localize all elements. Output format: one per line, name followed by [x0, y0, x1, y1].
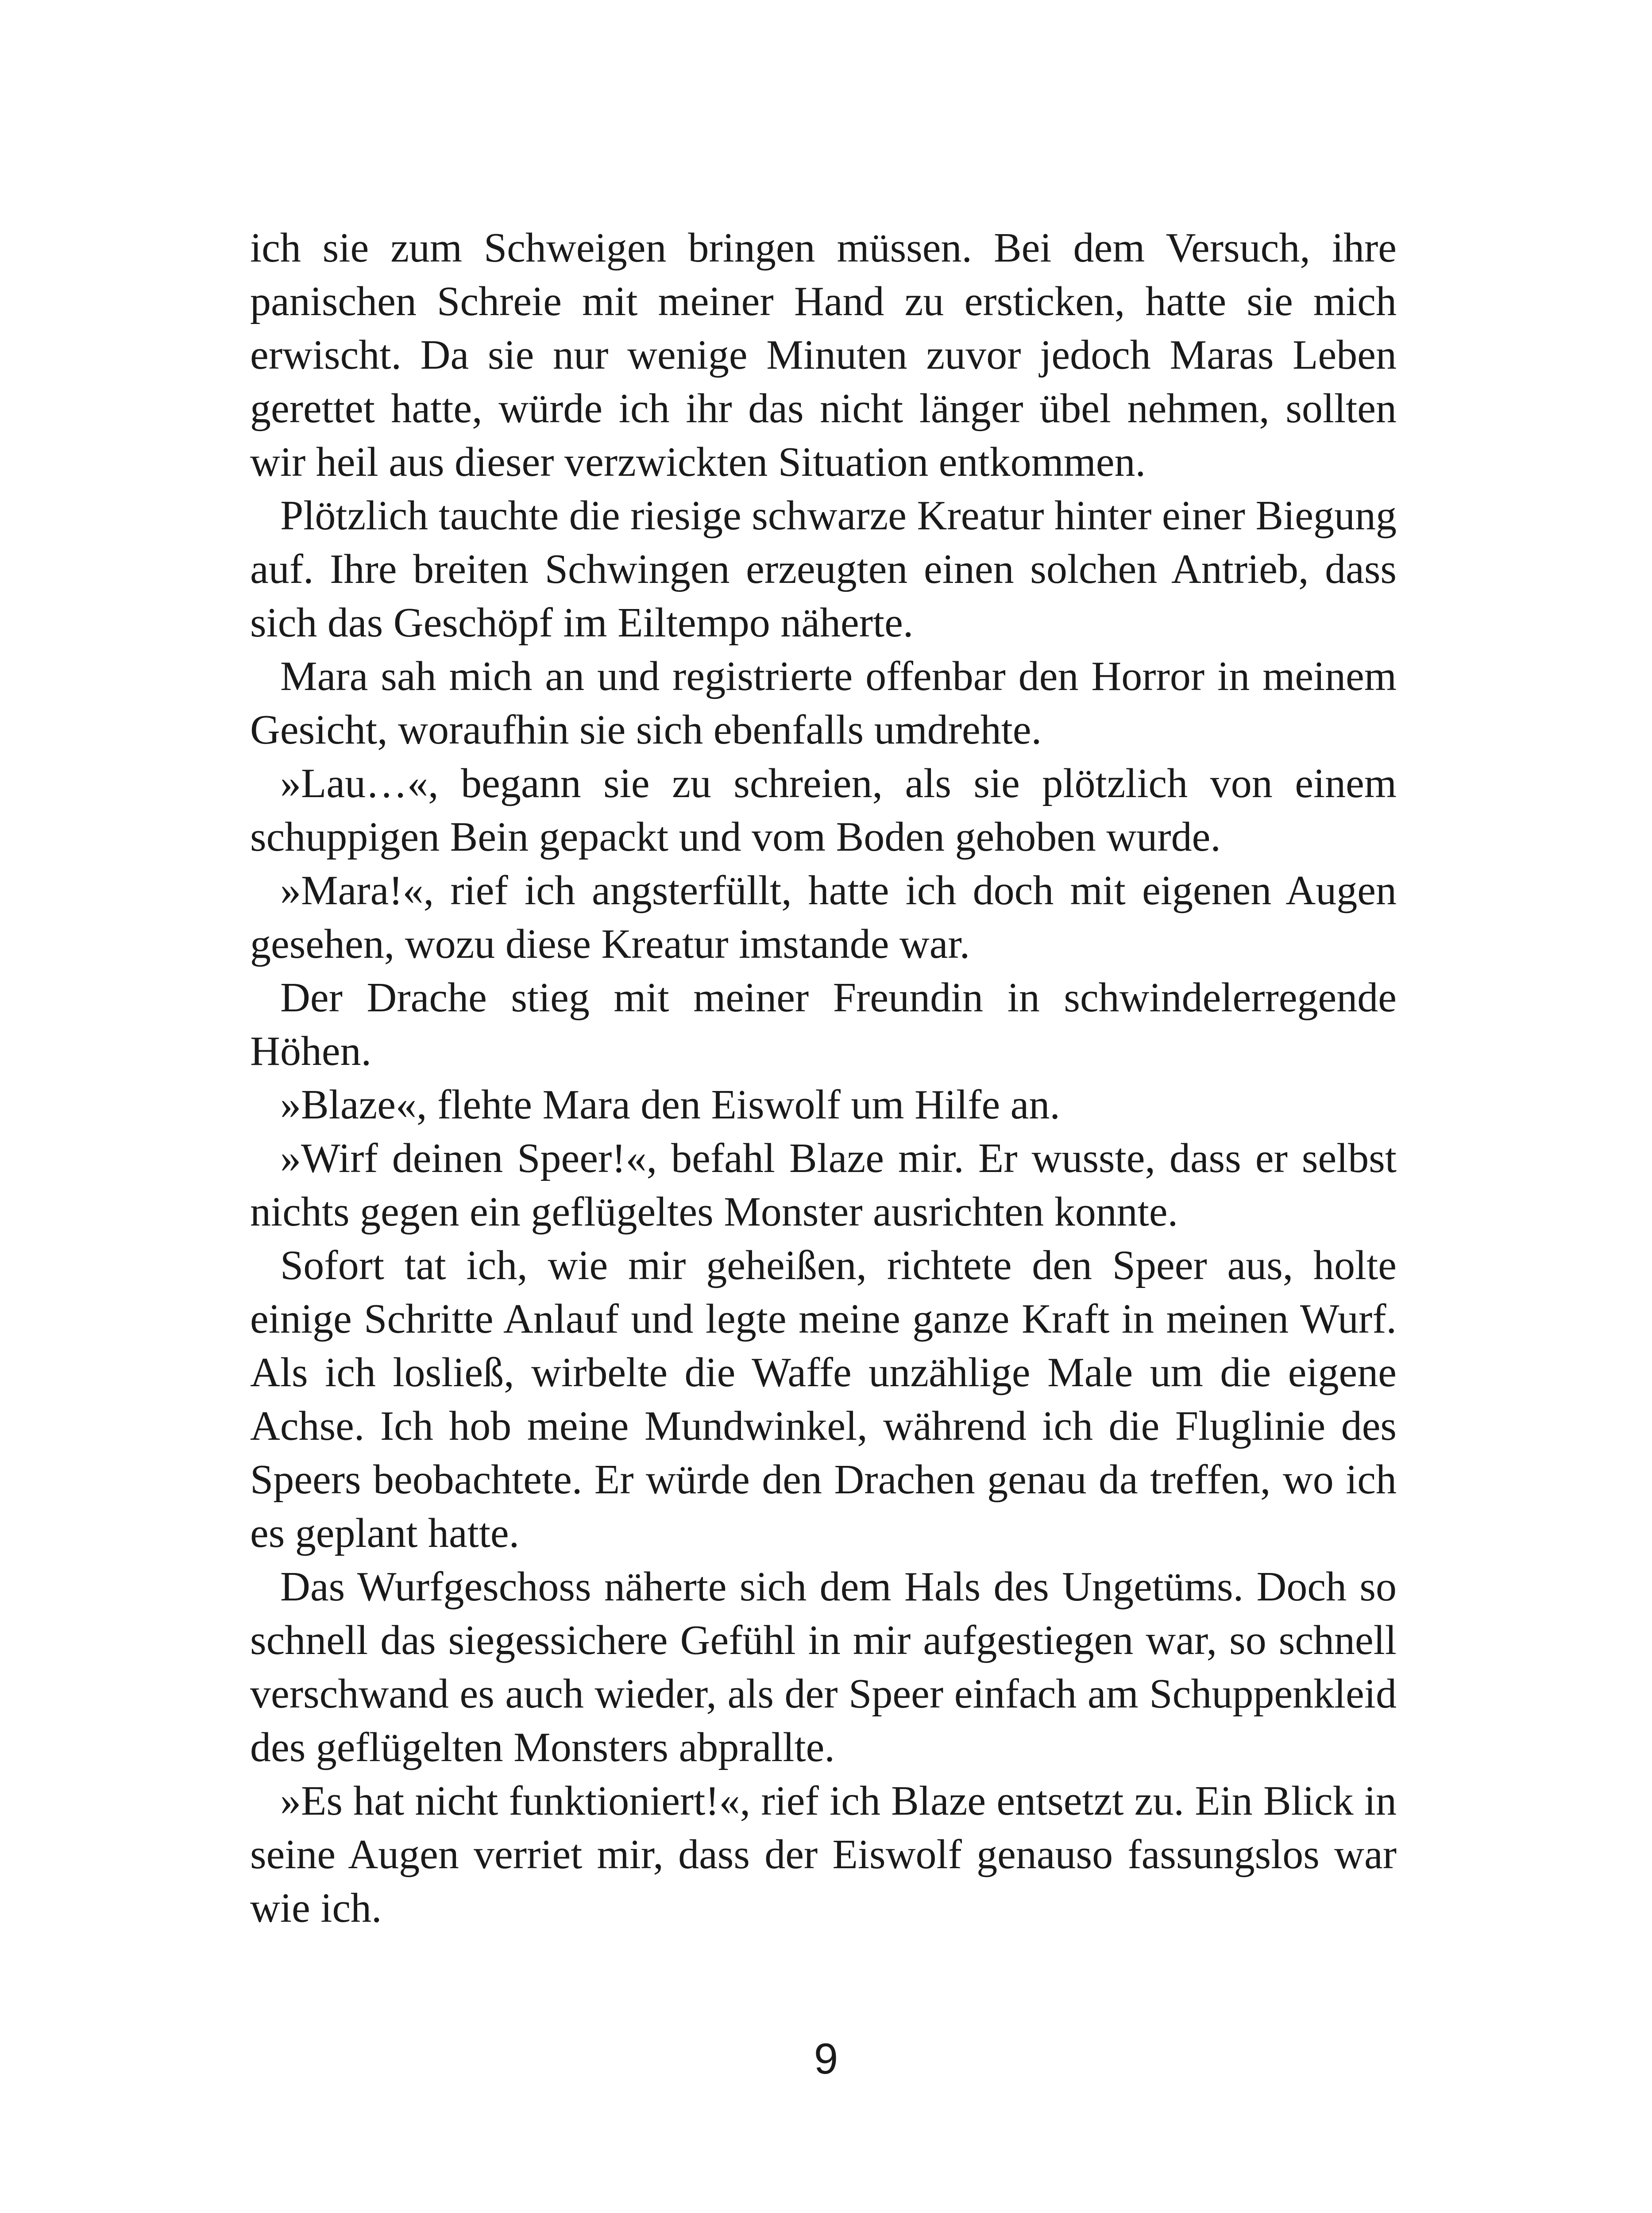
paragraph: »Blaze«, flehte Mara den Eiswolf um Hilfe an. [280, 1082, 1060, 1128]
page-number: 9 [814, 2034, 838, 2083]
paragraph: »Es hat nicht funktioniert!«, rief ich Blaze entsetzt zu. Ein Blick in seine Augen verriet mir, dass der Eiswolf genauso fassungslos war wie ich. [250, 1778, 1397, 1931]
paragraph: Das Wurfgeschoss näherte sich dem Hals des Ungetüms. Doch so schnell das siegessichere Gefühl in mir aufgestiegen war, so schnell verschwand es auch wieder, als der Speer einfach am Schuppenkleid des geflügelten Monsters abprallte. [250, 1564, 1397, 1770]
paragraph: »Mara!«, rief ich angsterfüllt, hatte ich doch mit eigenen Augen gesehen, wozu diese Kreatur imstande war. [250, 867, 1397, 967]
paragraph: Plötzlich tauchte die riesige schwarze Kreatur hinter einer Biegung auf. Ihre breiten Schwingen erzeugten einen solchen Antrieb, dass sich das Geschöpf im Eiltempo näherte. [250, 493, 1397, 646]
paragraph: »Wirf deinen Speer!«, befahl Blaze mir. Er wusste, dass er selbst nichts gegen ein geflügeltes Monster ausrichten konnte. [250, 1135, 1397, 1235]
paragraph: Mara sah mich an und registrierte offenbar den Horror in meinem Gesicht, woraufhin sie sich ebenfalls umdrehte. [250, 653, 1397, 753]
paragraph: Sofort tat ich, wie mir geheißen, richtete den Speer aus, holte einige Schritte Anlauf und legte meine ganze Kraft in meinen Wurf. Als ich losließ, wirbelte die Waffe unzählige Male um die eigene Achse. Ich hob meine Mundwinkel, während ich die Fluglinie des Speers beobachtete. Er würde den Drachen genau da treffen, wo ich es geplant hatte. [250, 1242, 1397, 1556]
paragraph: »Lau…«, begann sie zu schreien, als sie plötzlich von einem schuppigen Bein gepackt und vom Boden gehoben wurde. [250, 760, 1397, 860]
body-text [250, 221, 1397, 1935]
paragraph: Der Drache stieg mit meiner Freundin in schwindelerregende Höhen. [250, 975, 1397, 1074]
paragraph: ich sie zum Schweigen bringen müssen. Bei dem Versuch, ihre panischen Schreie mit meiner Hand zu ersticken, hatte sie mich erwischt. Da sie nur wenige Minuten zuvor jedoch Maras Leben gerettet hatte, würde ich ihr das nicht länger übel nehmen, sollten wir heil aus dieser verzwickten Situation entkommen. [250, 225, 1397, 485]
